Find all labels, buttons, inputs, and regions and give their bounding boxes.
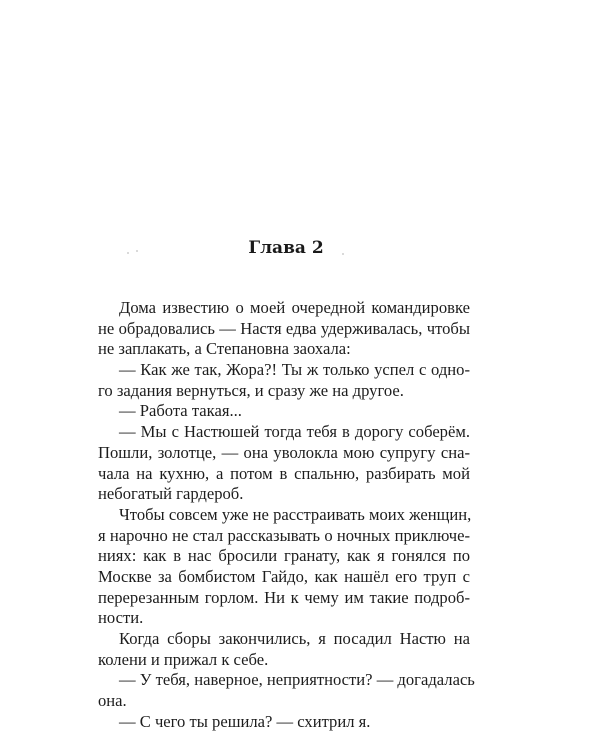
text-line: — У тебя, наверное, неприятности? — догадалась [119,670,475,690]
text-line: го задания вернуться, и сразу же на другое. [98,380,404,400]
text-line: — Работа такая... [119,401,242,421]
text-line: — Мы с Настюшей тогда тебя в дорогу соберём. [119,422,470,442]
text-line: — Как же так, Жора?! Ты ж только успел с одно- [119,360,470,380]
chapter-title: Глава 2 [248,238,324,258]
text-line: не обрадовались — Настя едва удерживалась, чтобы [98,318,470,338]
text-line: ниях: как в нас бросили гранату, как я гонялся по [98,546,470,566]
text-line: ности. [98,608,144,628]
text-line: Когда сборы закончились, я посадил Настю на [119,629,470,648]
text-line: Чтобы совсем уже не расстраивать моих женщин, [119,504,472,524]
text-line: Пошли, золотце, — она уволокла мою супругу сна- [98,442,470,462]
text-line: она. [98,691,127,711]
text-line: перерезанным горлом. Ни к чему им такие подроб- [98,587,470,607]
text-line: Москве за бомбистом Гайдо, как нашёл его труп с [98,566,470,586]
text-line: — С чего ты решила? — схитрил я. [119,711,371,731]
chapter-body [98,298,475,732]
text-line: колени и прижал к себе. [98,649,269,669]
text-line: я нарочно не стал рассказывать о ночных приключе- [98,525,470,545]
text-line: чала на кухню, а потом в спальню, разбирать мой [98,463,470,483]
text-line: не заплакать, а Степановна заохала: [98,339,351,359]
text-line: Дома известию о моей очередной командировке [119,298,470,317]
text-line: небогатый гардероб. [98,484,244,504]
